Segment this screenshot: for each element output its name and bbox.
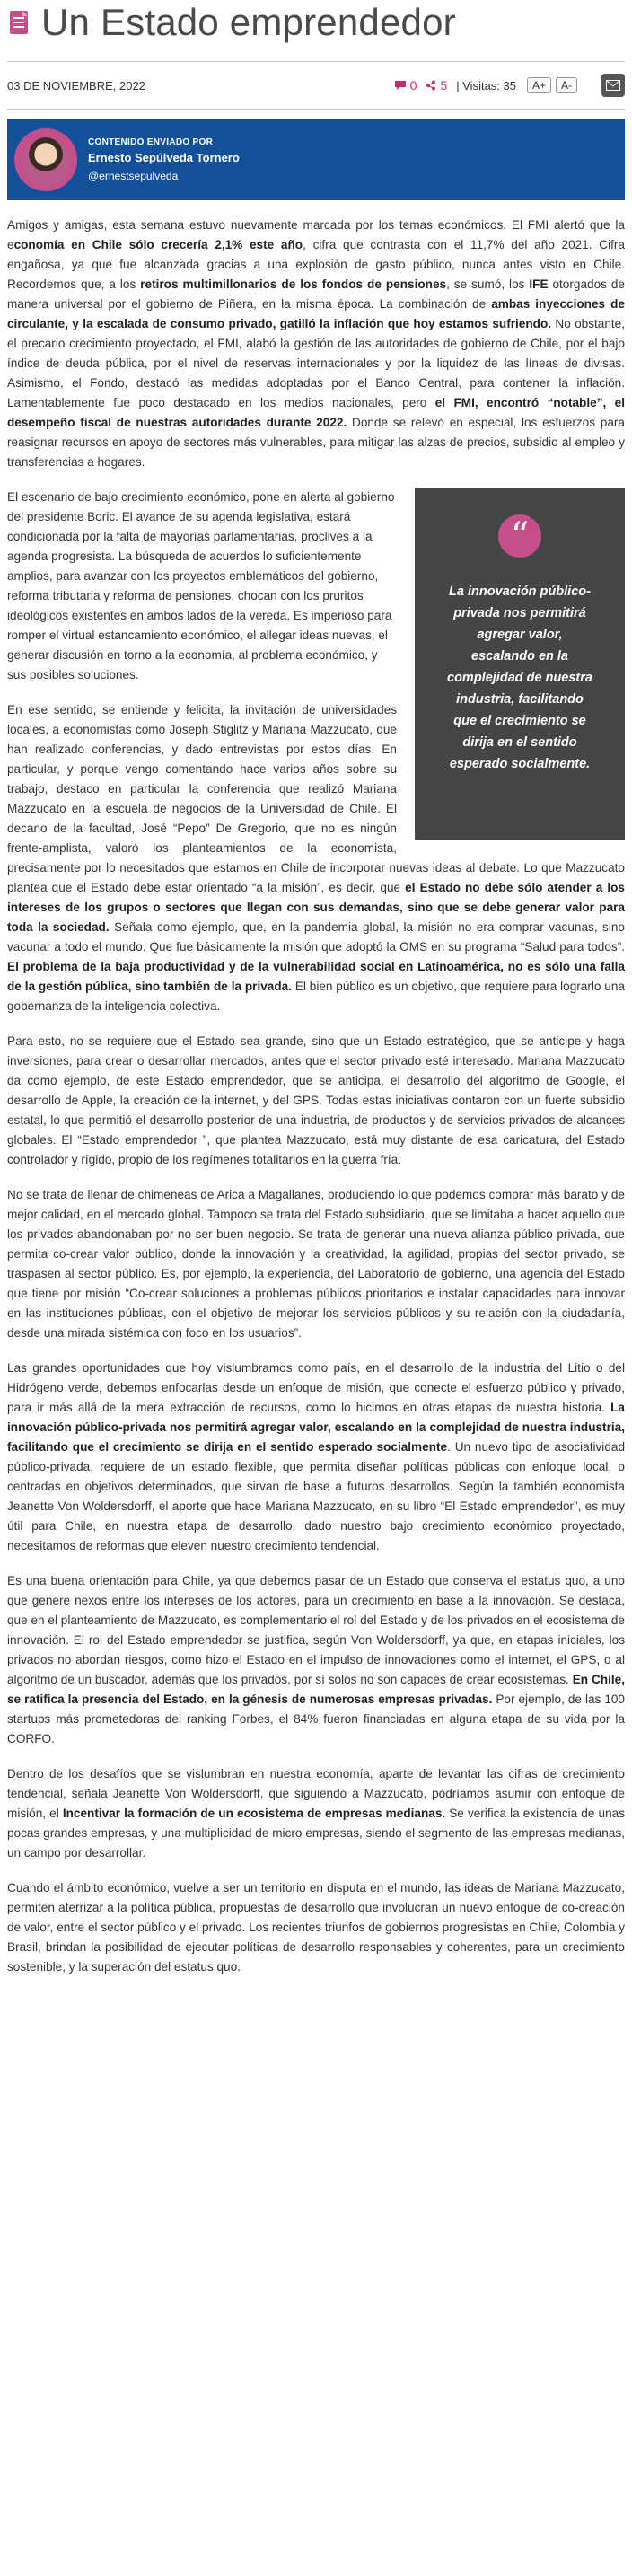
paragraph: El escenario de bajo crecimiento económico, pone en alerta al gobierno del presidente Boric. El avance de su agenda legislativa, estará condicionada por la falta de mayorías parlamentarias, proclives a la agenda progresista. La búsqueda de acuerdos lo suficientemente amplios, para avanzar con los proyectos emblemáticos del gobierno, reforma tributaria y reforma de pensiones, chocan con los pruritos ideológicos existentes en ambos lados de la vereda. Es imperioso para romper el virtual estancamiento económico, el allegar ideas nuevas, el generar discusión en torno a la economía, al problema económico, y sus posibles soluciones. xyxy=(7,490,395,681)
share-icon xyxy=(426,80,436,91)
author-name[interactable]: Ernesto Sepúlveda Tornero xyxy=(88,151,240,164)
paragraph: Amigos y amigas, esta semana estuvo nuevamente marcada por los temas económicos. El FMI alertó que la economía en Chile sólo crecería 2,1% este año, cifra que contrasta con el 11,7% del año 2021. Cifra engañosa, ya que fue alcanzada gracias a una explosión de gasto público, nunca antes visto en Chile. Recordemos que, a los retiros multimillonarios de los fondos de pensiones, se sumó, los IFE otorgados de manera universal por el gobierno de Piñera, en la misma época. La combinación de ambas inyecciones de circulante, y la escalada de consumo privado, gatilló la inflación que hoy estamos sufriendo. No obstante, el precario crecimiento proyectado, el FMI, alabó la gestión de las autoridades de gobierno de Chile, por el bajo índice de deuda pública, por el nivel de reservas internacionales y por la liquidez de las líneas de divisas. Asimismo, el Fondo, destacó las medidas adoptadas por el Banco Central, para contener la inflación. Lamentablemente fue poco destacado en los medios nacionales, pero el FMI, encontró “notable”, el desempeño fiscal de nuestras autoridades durante 2022. Donde se relevó en especial, los esfuerzos para reasignar recursos en apoyo de sectores más vulnerables, para mitigar las alzas de precios, subsidio al empleo y transferencias a hogares. xyxy=(7,218,626,469)
paragraph: En ese sentido, se entiende y felicita, la invitación de universidades locales, a economistas como Joseph Stiglitz y Mariana Mazzucato, que han realizado conferencias, y dado entrevistas por estos días. En particular, y porque vengo comentando hace varios años sobre su trabajo, destaco en particular la conferencia que realizó Mariana Mazzucato en la escuela de negocios de la Universidad de Chile. El decano de la facultad, José “Pepo” De Gregorio, que no es ningún frente-amplista, valoró los planteamientos de la economista, precisamente por lo necesitados que estamos en Chile de incorporar nuevas ideas al debate. Lo que Mazzucato plantea que el Estado debe estar orientado “a la misión”, es decir, que el Estado no debe sólo atender a los intereses de los grupos o sectores que llegan con sus demandas, sino que se debe generar valor para toda la sociedad. Señala como ejemplo, que, en la pandemia global, la misión no era comprar vacunas, sino vacunar a todo el mundo. Que fue básicamente la misión que adoptó la OMS en su programa “Salud para todos”. El problema de la baja productividad y de la vulnerabilidad social en Latinoamérica, no es sólo una falla de la gestión pública, sino también de la privada. El bien público es un objetivo, que requiere para lograrlo una gobernanza de la inteligencia colectiva. xyxy=(7,703,625,1013)
author-box xyxy=(7,119,625,200)
page-title: Un Estado emprendedor xyxy=(41,1,456,43)
quote-section xyxy=(7,488,625,1032)
author-avatar[interactable] xyxy=(14,128,77,191)
article-body xyxy=(7,215,625,1977)
visits-count: | Visitas: 35 xyxy=(456,78,516,92)
mail-icon xyxy=(606,80,620,91)
comments-link[interactable] xyxy=(394,78,417,92)
paragraph: Para esto, no se requiere que el Estado sea grande, sino que un Estado estratégico, que se anticipe y haga inversiones, para crear o desarrollar mercados, antes que el sector privado esté interesado. Mariana Mazzucato da como ejemplo, de este Estado emprendedor, que se anticipa, el desarrollo del algoritmo de Google, el desarrollo de Apple, la creación de la internet, y del GPS. Todas estas iniciativas contaron con un fuerte subsidio estatal, lo que permitió el desarrollo posterior de una industria, de productos y de servicios privados de alcances globales. El “Estado emprendedor ”, que plantea Mazzucato, está muy distante de esa caricatura, del Estado controlador y rígido, propio de los regímenes totalitarios en la guerra fría. xyxy=(7,1034,625,1166)
font-increase-button[interactable]: A+ xyxy=(527,77,551,93)
title-row xyxy=(7,0,625,45)
paragraph: Las grandes oportunidades que hoy vislumbramos como país, en el desarrollo de la industria del Litio o del Hidrógeno verde, debemos enfocarlas desde un enfoque de misión, que conecte el esfuerzo público y privado, para ir más allá de la mera extracción de recursos, como lo hicimos en otras etapas de nuestra historia. La innovación público-privada nos permitirá agregar valor, escalando en la complejidad de nuestra industria, facilitando que el crecimiento se dirija en el sentido esperado socialmente. Un nuevo tipo de asociatividad público-privada, requiere de un estado flexible, que permita diseñar políticas públicas con enfoque local, o centradas en objetivos determinados, que sirvan de base a futuros desarrollos. Según la también economista Jeanette Von Woldersdorff, el aporte que hace Mariana Mazzucato, en su libro “El Estado emprendedor”, es muy útil para Chile, en nuestra etapa de desarrollo, dado nuestro bajo crecimiento económico proyectado, necesitamos de reformas que eleven nuestro crecimiento tendencial. xyxy=(7,1361,626,1552)
comment-icon xyxy=(394,80,407,91)
author-handle[interactable]: @ernestsepulveda xyxy=(88,170,179,182)
paragraph: Cuando el ámbito económico, vuelve a ser un territorio en disputa en el mundo, las ideas de Mariana Mazzucato, permiten aterrizar a la política pública, propuestas de desarrollo que involucran un nuevo enfoque de co-creación de valor, entre el sector público y el privado. Los recientes triunfos de gobiernos progresistas en Chile, Colombia y Brasil, brindan la posibilidad de ejecutar políticas de desarrollo responsables y coherentes, para un crecimiento sostenible, y la superación del estatus quo. xyxy=(7,1881,625,1974)
pull-quote xyxy=(415,488,625,840)
font-decrease-button[interactable]: A- xyxy=(556,77,577,93)
meta-bar xyxy=(7,61,625,110)
paragraph: No se trata de llenar de chimeneas de Arica a Magallanes, produciendo lo que podemos comprar más barato y de mejor calidad, en el mercado global. Tampoco se trata del Estado subsidiario, que se limitaba a hacer aquello que los privados abandonaban por no ser buen negocio. Se trata de generar una nueva alianza público privada, que permita co-crear valor público, donde la innovación y la creatividad, la agilidad, propias del sector privado, se traspasen al sector público. Es, por ejemplo, la experiencia, del Laboratorio de gobierno, una agencia del Estado que tiene por misión “Co-crear soluciones a problemas públicos prioritarios e instalar capacidades para innovar en las instituciones públicas, con el objetivo de mejorar los servicios públicos y su relación con la ciudadanía, desde una mirada sistémica con foco en los usuarios”. xyxy=(7,1188,625,1340)
shares-count: 5 xyxy=(440,78,448,92)
paragraph: Es una buena orientación para Chile, ya que debemos pasar de un Estado que conserva el estatus quo, a uno que genere nexos entre los intereses de los actores, para un crecimiento en base a la innovación. Se destaca, que en el planteamiento de Mazzucato, es complementario el rol del Estado y de los privados en el ecosistema de innovación. El rol del Estado emprendedor se justifica, según Von Woldersdorff, ya que, en etapas iniciales, los privados no abordan riesgos, como hizo el Estado en el impulso de innovaciones como el internet, el GPS, o al algoritmo de un buscador, además que los privados, por sí solos no son capaces de crear ecosistemas. En Chile, se ratifica la presencia del Estado, en la génesis de numerosas empresas privadas. Por ejemplo, de las 100 startups más prometedoras del ranking Forbes, el 84% fueron financiadas en alguna etapa de su vida por la CORFO. xyxy=(7,1574,625,1745)
pull-quote-text: La innovación público-privada nos permitirá agregar valor, escalando en la complejidad de nuestra industria, facilitando que el crecimiento se dirija en el sentido esperado socialmente. xyxy=(447,585,592,771)
author-label: CONTENIDO ENVIADO POR xyxy=(88,137,214,147)
comments-count: 0 xyxy=(409,78,417,92)
quote-icon: “ xyxy=(498,514,541,558)
document-icon xyxy=(7,10,32,35)
email-button[interactable] xyxy=(601,74,625,97)
publish-date: 03 DE NOVIEMBRE, 2022 xyxy=(7,78,145,92)
share-link[interactable] xyxy=(426,78,447,92)
paragraph: Dentro de los desafíos que se vislumbran en nuestra economía, aparte de levantar las cifras de crecimiento tendencial, señala Jeanette Von Woldersdorff, que siguiendo a Mazzucato, podríamos asumir con enfoque de misión, el Incentivar la formación de un ecosistema de empresas medianas. Se verifica la existencia de unas pocas grandes empresas, y una multiplicidad de micro empresas, siendo el segmento de las empresas medianas, un campo por desarrollar. xyxy=(7,1767,625,1859)
